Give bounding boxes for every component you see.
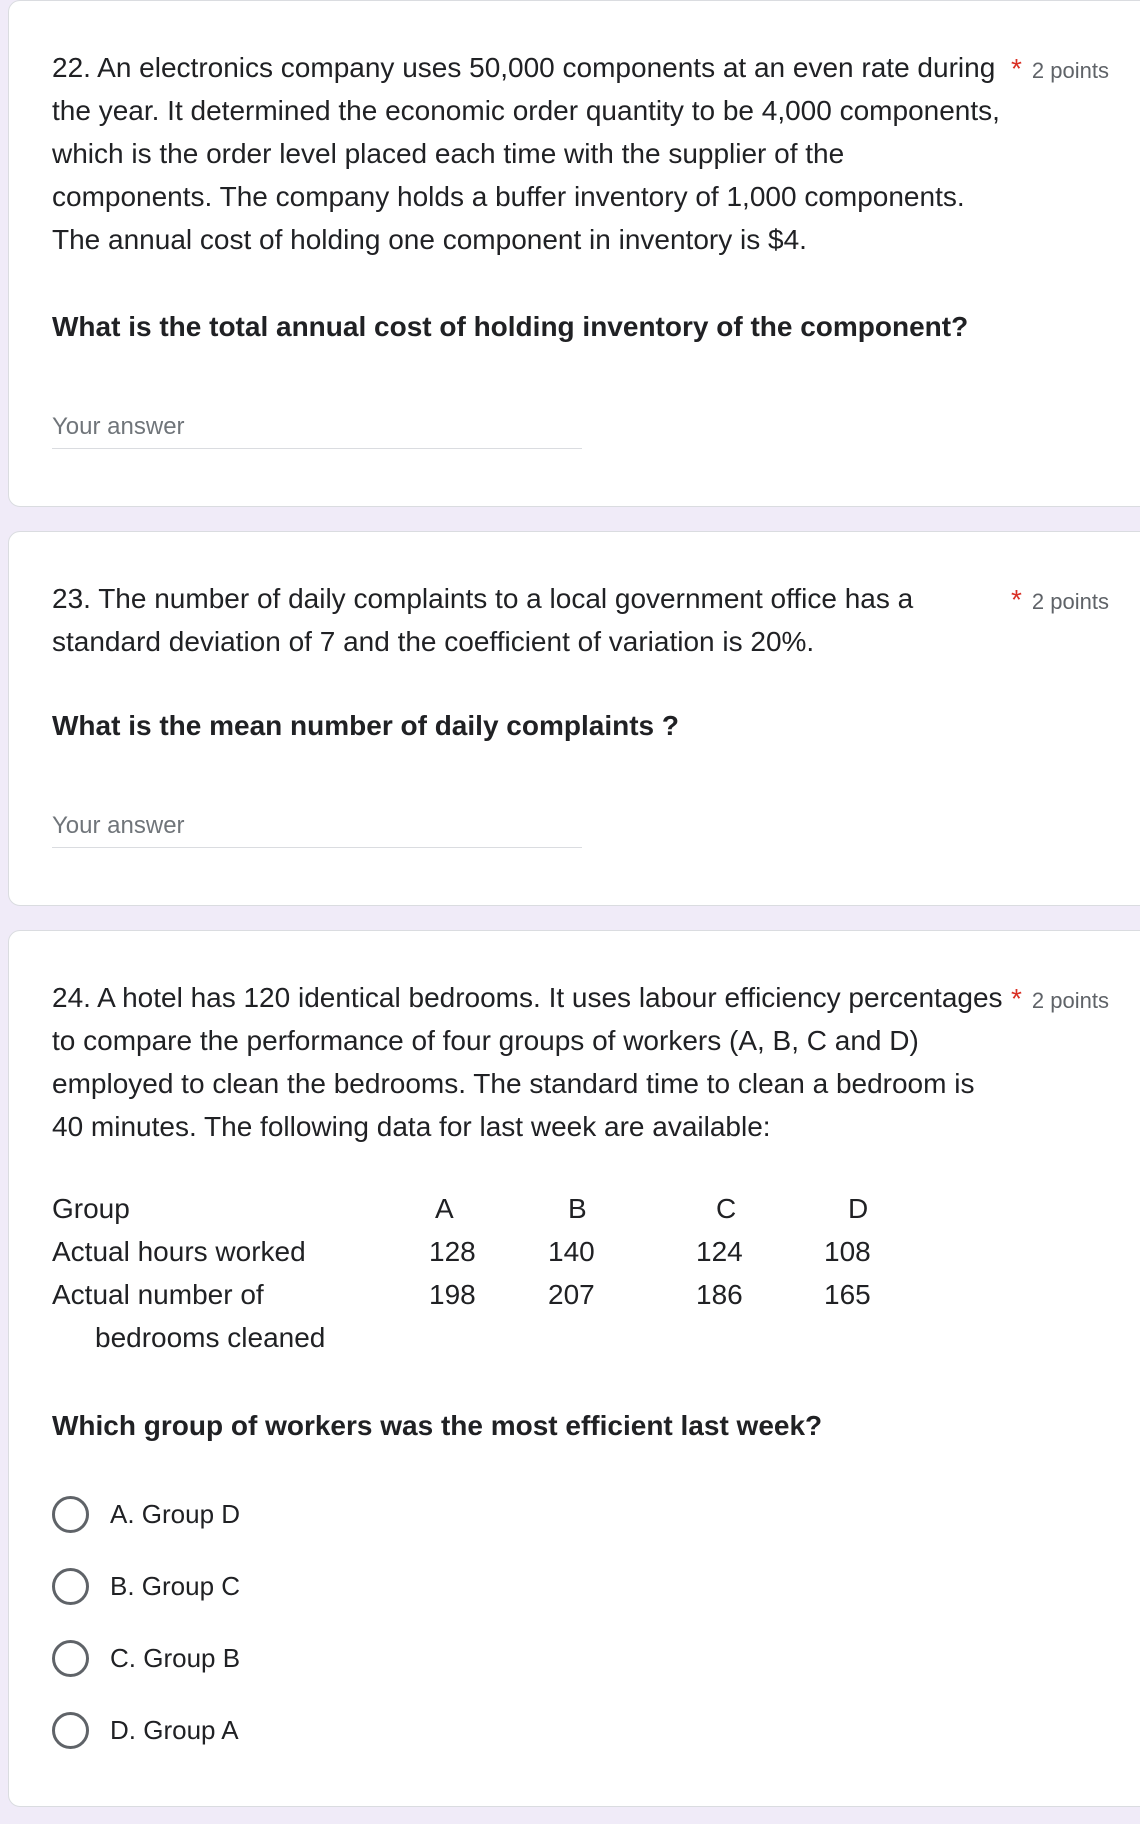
radio-option-d[interactable] bbox=[52, 1707, 239, 1753]
radio-option-c[interactable] bbox=[52, 1635, 240, 1681]
table-row-label-group: Group bbox=[52, 1193, 130, 1224]
question-card-24 bbox=[8, 930, 1140, 1807]
table-header-group-c: C bbox=[716, 1193, 737, 1224]
table-cell-bedrooms-c: 186 bbox=[696, 1279, 743, 1310]
table-cell-hours-a: 128 bbox=[429, 1236, 476, 1267]
option-label: A. Group D bbox=[110, 1498, 241, 1529]
table-header-group-d: D bbox=[848, 1193, 869, 1224]
radio-option-a[interactable] bbox=[52, 1491, 240, 1537]
question-24-points bbox=[1011, 983, 1109, 1015]
question-24-text: 24. A hotel has 120 identical bedrooms. It uses labour efficiency percentages to compare the performance of four groups of workers (A, B, C and D) employed to clean the bedrooms. The standard time to clean a bedroom is 40 minutes. The following data for last week are available: bbox=[52, 982, 1003, 1142]
question-23-points bbox=[1011, 584, 1109, 616]
question-card-23 bbox=[8, 531, 1140, 906]
table-cell-bedrooms-b: 207 bbox=[548, 1279, 595, 1310]
radio-circle-icon[interactable] bbox=[52, 1712, 89, 1749]
table-cell-hours-c: 124 bbox=[696, 1236, 743, 1267]
points-label: 2 points bbox=[1031, 988, 1109, 1013]
required-asterisk: * bbox=[1011, 53, 1022, 84]
table-cell-bedrooms-a: 198 bbox=[429, 1279, 476, 1310]
table-cell-hours-b: 140 bbox=[548, 1236, 595, 1267]
points-label: 2 points bbox=[1031, 589, 1109, 614]
answer-input-22[interactable] bbox=[52, 399, 582, 449]
option-label: D. Group A bbox=[110, 1714, 239, 1745]
answer-input-23[interactable] bbox=[52, 798, 582, 848]
required-asterisk: * bbox=[1011, 983, 1022, 1014]
table-header-group-b: B bbox=[568, 1193, 587, 1224]
required-asterisk: * bbox=[1011, 584, 1022, 615]
question-24-prompt: Which group of workers was the most efficient last week? bbox=[52, 1410, 823, 1441]
option-label: B. Group C bbox=[110, 1570, 241, 1601]
question-card-22 bbox=[8, 0, 1140, 507]
question-22-text: 22. An electronics company uses 50,000 components at an even rate during the year. It determined the economic order quantity to be 4,000 components, which is the order level placed each time with the supplier of the components. The company holds a buffer inventory of 1,000 components. The annual cost of holding one component in inventory is $4. bbox=[52, 52, 1000, 255]
radio-circle-icon[interactable] bbox=[52, 1496, 89, 1533]
table-cell-bedrooms-d: 165 bbox=[824, 1279, 871, 1310]
option-label: C. Group B bbox=[110, 1642, 241, 1673]
question-22-points bbox=[1011, 53, 1109, 85]
radio-circle-icon[interactable] bbox=[52, 1640, 89, 1677]
table-header-group-a: A bbox=[435, 1193, 454, 1224]
question-23-prompt: What is the mean number of daily complaints ? bbox=[52, 710, 679, 741]
table-row-label-hours: Actual hours worked bbox=[52, 1236, 306, 1267]
table-row-label-bedrooms-cont: bedrooms cleaned bbox=[95, 1322, 326, 1353]
radio-option-b[interactable] bbox=[52, 1563, 240, 1609]
table-row-label-bedrooms: Actual number of bbox=[52, 1279, 264, 1310]
points-label: 2 points bbox=[1031, 58, 1109, 83]
table-cell-hours-d: 108 bbox=[824, 1236, 871, 1267]
radio-circle-icon[interactable] bbox=[52, 1568, 89, 1605]
question-22-prompt: What is the total annual cost of holding inventory of the component? bbox=[52, 311, 969, 342]
question-23-text: 23. The number of daily complaints to a local government office has a standard deviation of 7 and the coefficient of variation is 20%. bbox=[52, 583, 914, 657]
